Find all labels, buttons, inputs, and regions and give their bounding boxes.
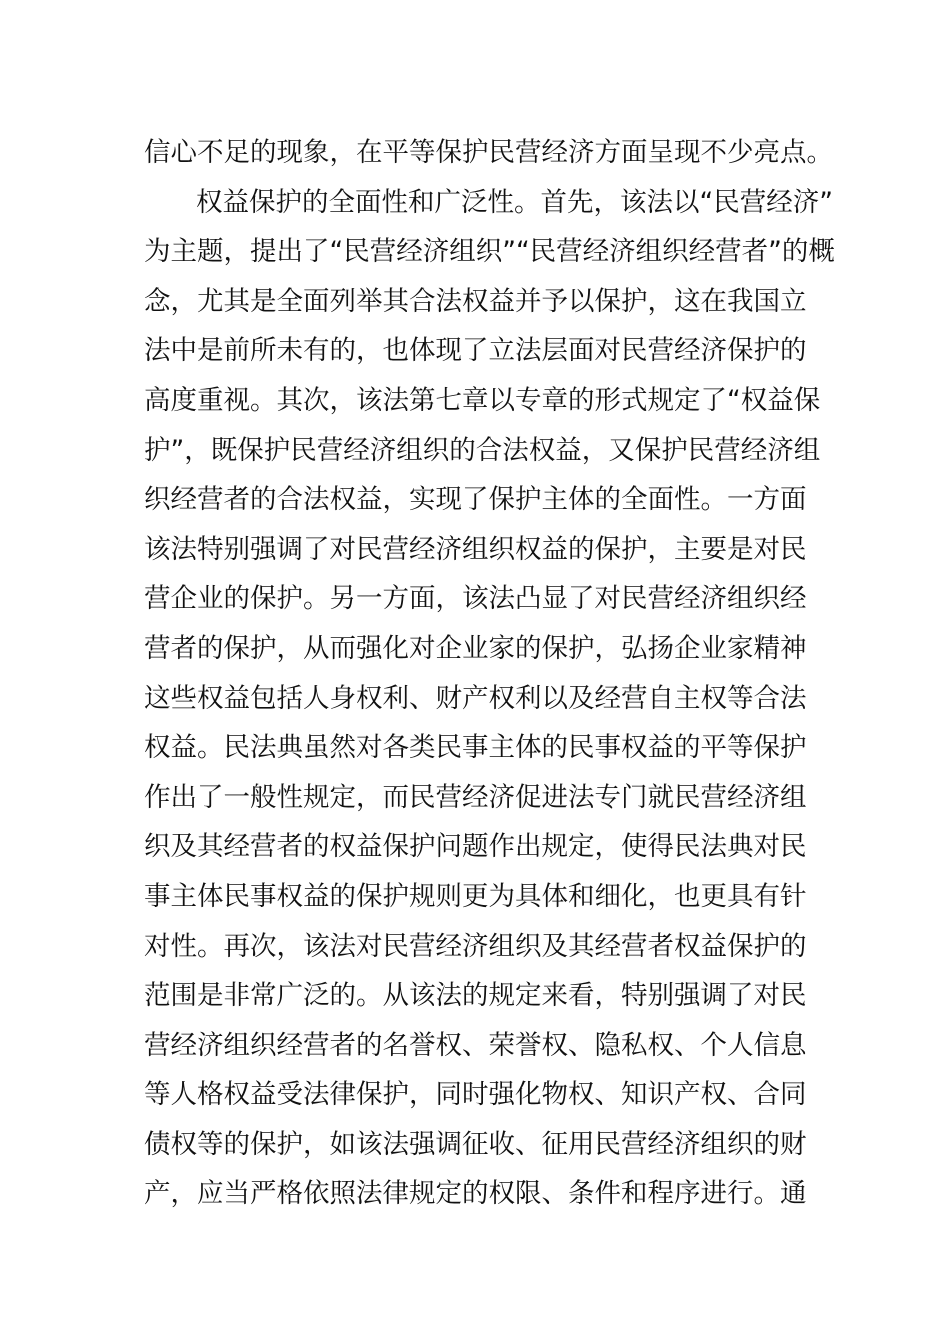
text-line: 法中是前所未有的，也体现了立法层面对民营经济保护的 — [144, 335, 807, 367]
text-line: 织经营者的合法权益，实现了保护主体的全面性。一方面 — [144, 484, 807, 516]
text-line: 债权等的保护，如该法强调征收、征用民营经济组织的财 — [144, 1128, 807, 1160]
text-line: 营经济组织经营者的名誉权、荣誉权、隐私权、个人信息 — [144, 1029, 807, 1061]
paragraph-first-line: 权益保护的全面性和广泛性。首先，该法以“民营经济” — [196, 186, 833, 218]
text-line: 作出了一般性规定，而民营经济促进法专门就民营经济组 — [144, 781, 807, 813]
text-line: 营企业的保护。另一方面，该法凸显了对民营经济组织经 — [144, 583, 807, 615]
body-text — [144, 128, 835, 1219]
text-line: 护”，既保护民营经济组织的合法权益，又保护民营经济组 — [144, 434, 821, 466]
text-line: 为主题，提出了“民营经济组织”“民营经济组织经营者”的概 — [144, 236, 835, 268]
text-line: 等人格权益受法律保护，同时强化物权、知识产权、合同 — [144, 1079, 807, 1111]
text-line: 产，应当严格依照法律规定的权限、条件和程序进行。通 — [144, 1178, 807, 1210]
text-line: 范围是非常广泛的。从该法的规定来看，特别强调了对民 — [144, 980, 807, 1012]
text-line: 该法特别强调了对民营经济组织权益的保护，主要是对民 — [144, 533, 807, 565]
text-line: 事主体民事权益的保护规则更为具体和细化，也更具有针 — [144, 880, 807, 912]
text-line: 这些权益包括人身权利、财产权利以及经营自主权等合法 — [144, 682, 807, 714]
text-line: 织及其经营者的权益保护问题作出规定，使得民法典对民 — [144, 831, 807, 863]
text-line: 信心不足的现象，在平等保护民营经济方面呈现不少亮点。 — [144, 137, 833, 168]
text-line: 高度重视。其次，该法第七章以专章的形式规定了“权益保 — [144, 384, 821, 416]
text-line: 权益。民法典虽然对各类民事主体的民事权益的平等保护 — [144, 732, 807, 764]
text-line: 念，尤其是全面列举其合法权益并予以保护，这在我国立 — [144, 285, 807, 317]
text-line: 营者的保护，从而强化对企业家的保护，弘扬企业家精神 — [144, 632, 807, 664]
text-line: 对性。再次，该法对民营经济组织及其经营者权益保护的 — [144, 930, 807, 962]
